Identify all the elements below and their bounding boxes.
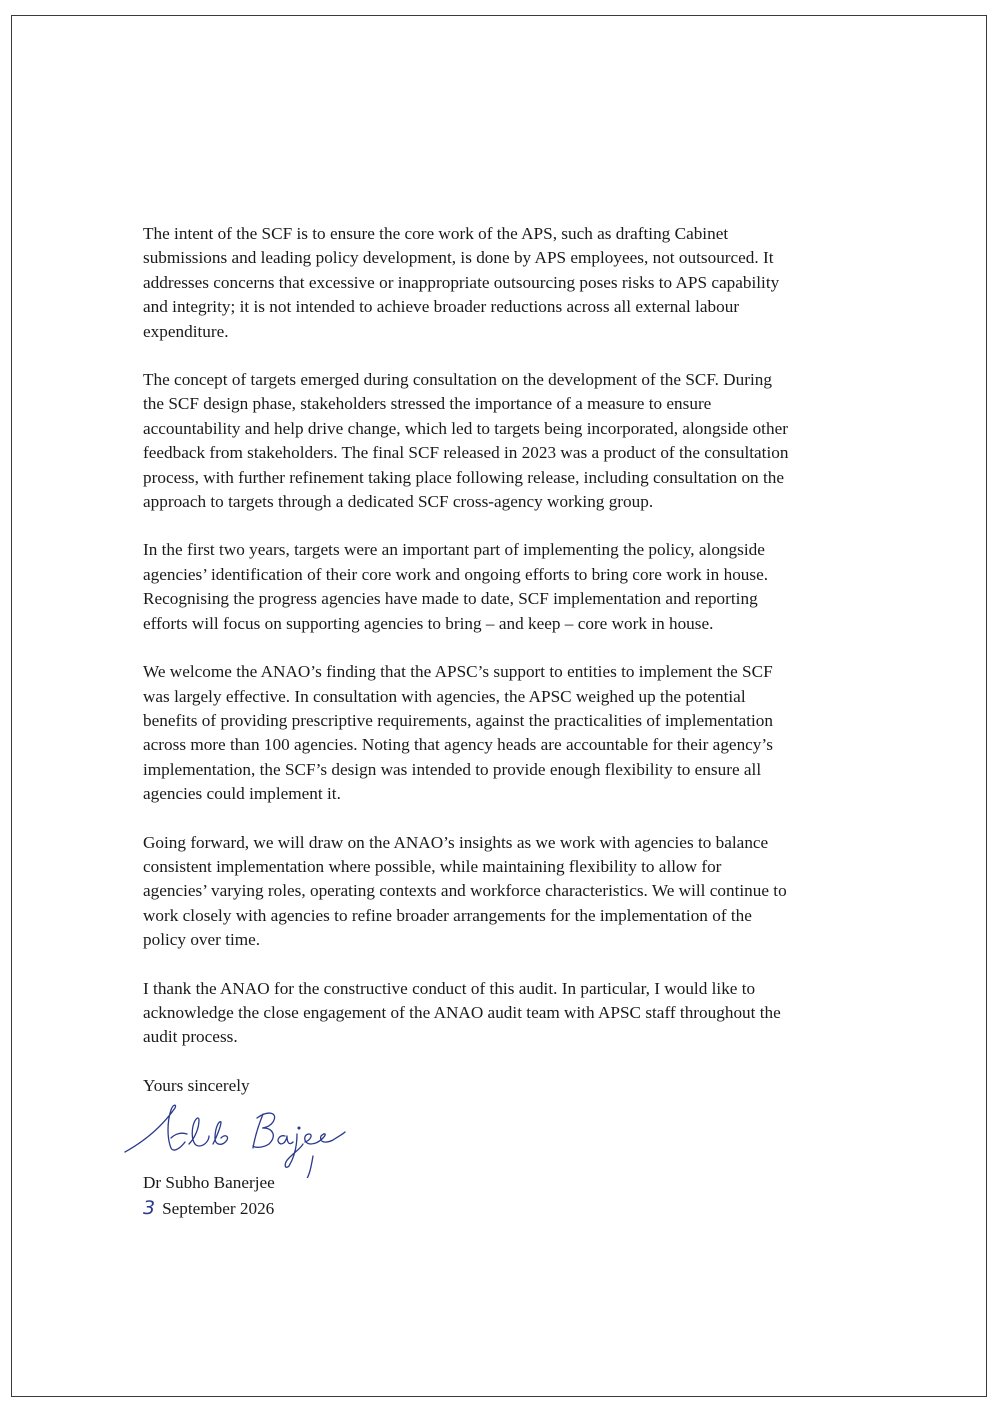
paragraph-intent: The intent of the SCF is to ensure the core work of the APS, such as drafting Cabinet submissions and leading policy development, is done by APS employees, not outsourced. It addresses concerns that excessive or inappropriate outsourcing poses risks to APS capability and integrity; it is not intended to achieve broader reductions across all external labour expenditure. <box>143 224 780 341</box>
paragraph-anao-finding: We welcome the ANAO’s finding that the APSC’s support to entities to implement the SCF was largely effective. In consultation with agencies, the APSC weighed up the potential benefits of providing prescriptive requirements, against the practicalities of implementation across more than 100 agencies. Noting that agency heads are accountable for their agency’s implementation, the SCF’s design was intended to provide enough flexibility to ensure all agencies could implement it. <box>143 662 773 804</box>
paragraph-targets-concept: The concept of targets emerged during consultation on the development of the SCF. During the SCF design phase, stakeholders stressed the importance of a measure to ensure accountability and help drive change, which led to targets being incorporated, alongside other feedback from stakeholders. The final SCF released in 2023 was a product of the consultation process, with further refinement taking place following release, including consultation on the approach to targets through a dedicated SCF cross-agency working group. <box>143 370 789 512</box>
paragraph-going-forward: Going forward, we will draw on the ANAO’s insights as we work with agencies to balance consistent implementation where possible, while maintaining flexibility to allow for agencies’ varying roles, operating contexts and workforce characteristics. We will continue to work closely with agencies to refine broader arrangements for the implementation of the policy over time. <box>143 832 787 950</box>
letter-body <box>143 222 888 1098</box>
signatory-name: Dr Subho Banerjee <box>143 1173 275 1192</box>
signature-date <box>143 1196 274 1221</box>
paragraph-thanks: I thank the ANAO for the constructive conduct of this audit. In particular, I would like to acknowledge the close engagement of the ANAO audit team with APSC staff throughout the audit process. <box>143 978 781 1047</box>
handwritten-signature <box>113 1098 363 1178</box>
date-day-handwritten: 3 <box>143 1197 156 1219</box>
paragraph-first-two-years: In the first two years, targets were an important part of implementing the policy, alongside agencies’ identification of their core work and ongoing efforts to bring core work in house. Recognising the progress agencies have made to date, SCF implementation and reporting efforts will focus on supporting agencies to bring – and keep – core work in house. <box>143 540 769 633</box>
closing-salutation: Yours sincerely <box>143 1075 250 1095</box>
date-month-year: September 2026 <box>162 1199 275 1218</box>
